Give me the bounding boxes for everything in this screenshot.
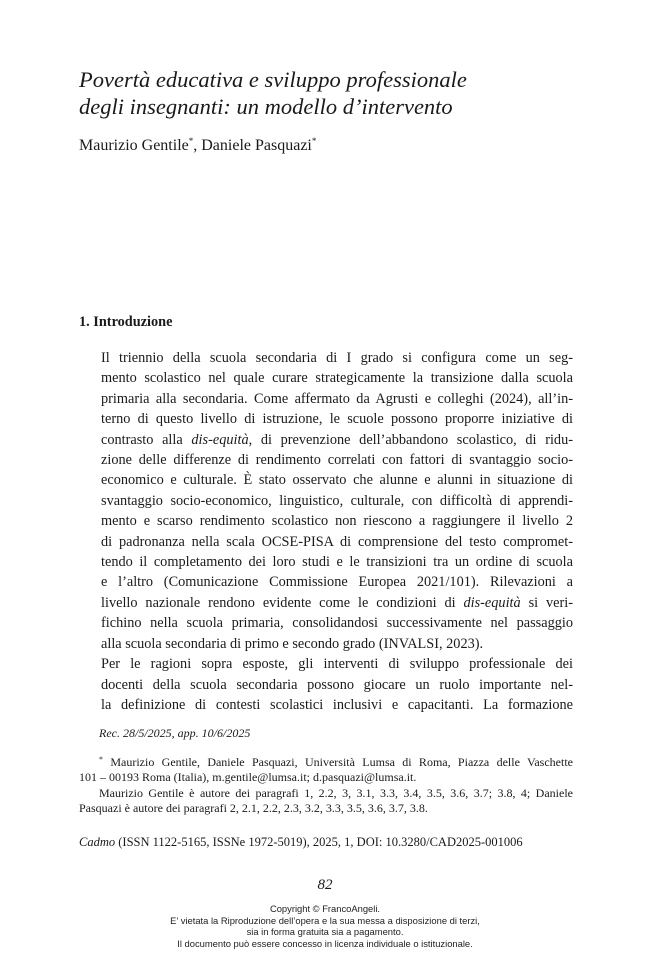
title-line: Povertà educativa e sviluppo professionale	[79, 67, 467, 92]
text-line: livello nazionale rendono evidente come le condizioni di dis-equità si veri-	[101, 594, 573, 611]
text-line: mento e scarso rendimento scolastico non riescono a raggiungere il livello 2	[101, 513, 573, 530]
received-date: Rec. 28/5/2025, app. 10/6/2025	[99, 726, 251, 740]
author-footnote-marker: *	[311, 136, 317, 146]
text-line: fichino nella scuola primaria, consolidandosi successivamente nel passaggio	[101, 615, 573, 632]
footnote-line: 101 – 00193 Roma (Italia), m.gentile@lumsa.it; d.pasquazi@lumsa.it.	[79, 770, 417, 785]
text-line: tendo il completamento dei loro studi e le transizioni tra un ordine di scuola	[101, 554, 573, 571]
footnote-line: Maurizio Gentile è autore dei paragrafi 1, 2.2, 3, 3.1, 3.3, 3.4, 3.5, 3.6, 3.7; 3.8, 4; Daniele	[99, 785, 573, 800]
text-line: la definizione di contesti scolastici inclusivi e capacitanti. La formazione	[101, 696, 573, 713]
text-line: contrasto alla dis-equità, di prevenzione dell’abbandono scolastico, di ridu-	[101, 431, 573, 448]
text-line: docenti della scuola secondaria possono giocare un ruolo importante nel-	[101, 676, 573, 693]
body-text	[79, 348, 573, 715]
copyright-line: Copyright © FrancoAngeli.	[269, 903, 381, 914]
copyright-line: sia in forma gratuita sia a pagamento.	[246, 926, 404, 938]
author-name: Daniele Pasquazi	[201, 137, 312, 154]
footnote-marker: *	[99, 755, 103, 764]
text-line: mento scolastico nel quale curare strategicamente la transizione dalla scuola	[101, 370, 573, 387]
author-name: Maurizio Gentile	[79, 137, 189, 154]
text-line: primaria alla secondaria. Come affermato da Agrusti e colleghi (2024), all’in-	[101, 390, 573, 407]
author-separator: ,	[193, 137, 202, 154]
emphasized-term: dis-equità	[191, 431, 249, 448]
author-footnote-marker: *	[188, 136, 194, 146]
author-footnote	[79, 752, 573, 816]
article-title	[79, 66, 599, 120]
author-list	[79, 136, 316, 155]
journal-details: (ISSN 1122-5165, ISSNe 1972-5019), 2025, 1, DOI: 10.3280/CAD2025-001006	[115, 835, 523, 849]
title-line: degli insegnanti: un modello d’intervento	[79, 94, 453, 119]
text-line: di padronanza nella scala OCSE-PISA di comprensione del testo compromet-	[101, 533, 573, 550]
text-line: zione delle differenze di rendimento correlati con fattori di svantaggio socio-	[101, 452, 573, 469]
copyright-line: E’ vietata la Riproduzione dell’opera e la sua messa a disposizione di terzi,	[170, 914, 480, 926]
page-number: 82	[317, 877, 333, 893]
text-line: Il triennio della scuola secondaria di I grado si configura come un seg-	[101, 350, 573, 366]
text-line: economico e culturale. È stato osservato che alunne e alunni in situazione di	[101, 472, 573, 489]
text-line: svantaggio socio-economico, linguistico, culturale, con difficoltà di apprendi-	[101, 492, 573, 509]
section-heading: 1. Introduzione	[79, 314, 173, 330]
copyright-notice	[0, 903, 650, 949]
paragraph	[79, 348, 573, 654]
text-line: Per le ragioni sopra esposte, gli interventi di sviluppo professionale dei	[101, 656, 573, 673]
text-line: alla scuola secondaria di primo e secondo grado (INVALSI, 2023).	[101, 635, 484, 652]
emphasized-term: dis-equità	[463, 594, 521, 611]
footnote-text: Maurizio Gentile, Daniele Pasquazi, Università Lumsa di Roma, Piazza delle Vaschette	[110, 755, 573, 769]
text-line: e l’altro (Comunicazione Commissione Europea 2021/101). Rilevazioni a	[101, 574, 573, 591]
footnote-line: Pasquazi è autore dei paragrafi 2, 2.1, 2.2, 2.3, 3.2, 3.3, 3.5, 3.6, 3.7, 3.8.	[79, 800, 428, 815]
text-line: terno di questo livello di istruzione, le scuole possono proporre iniziative di	[101, 411, 573, 428]
journal-name: Cadmo	[79, 835, 116, 849]
copyright-line: Il documento può essere concesso in licenza individuale o istituzionale.	[177, 937, 473, 949]
journal-citation	[79, 835, 523, 850]
footnote-line	[79, 752, 573, 770]
paragraph	[79, 654, 573, 715]
